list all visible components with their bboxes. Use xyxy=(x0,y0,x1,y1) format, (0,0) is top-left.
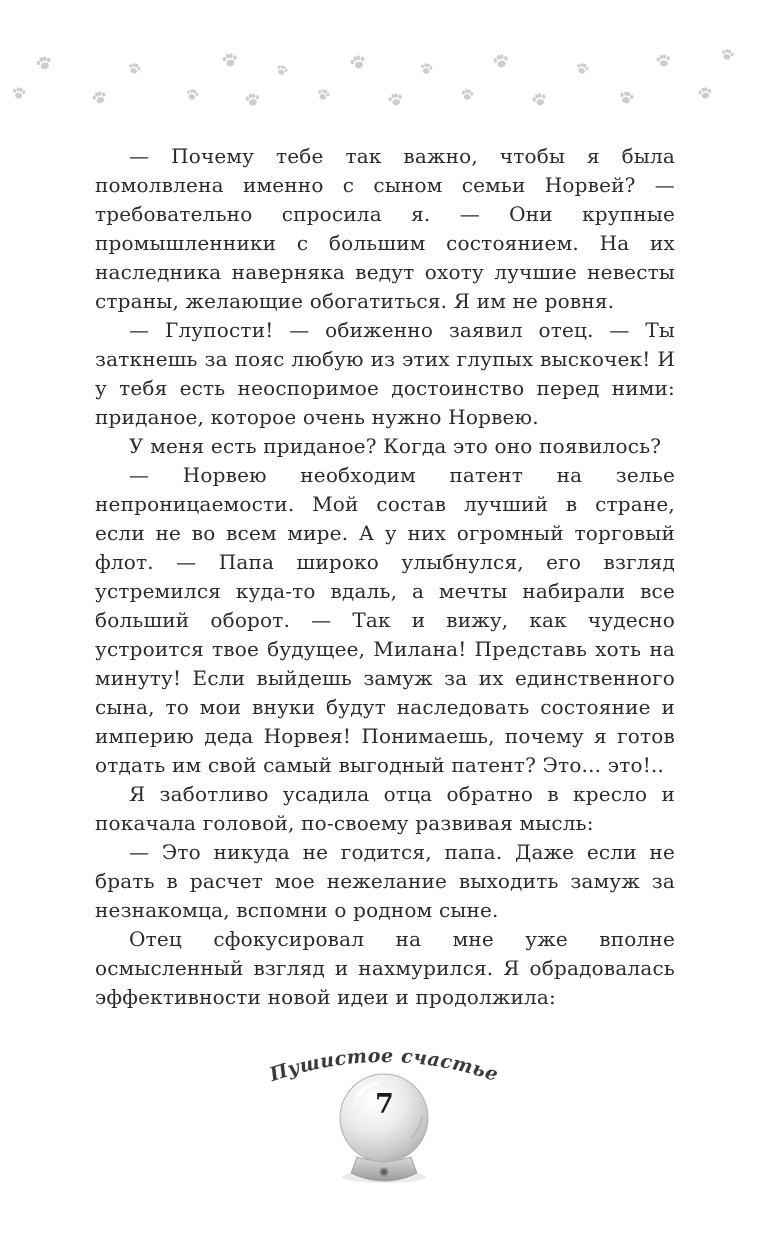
series-title: Пушистое счастье xyxy=(266,1044,502,1087)
paw-print-icon xyxy=(126,60,142,76)
paw-border xyxy=(0,0,768,125)
paw-print-icon xyxy=(460,87,475,102)
paw-print-icon xyxy=(185,87,201,103)
paw-print-icon xyxy=(492,52,511,71)
paragraph: — Глупости! — обиженно заявил отец. — Ты заткнешь за пояс любую из этих глупых выскочек! И у тебя есть неоспоримое достоинство перед ними: приданое, которое очень нужно Норвею. xyxy=(95,318,675,429)
paragraph: У меня есть приданое? Когда это оно появилось? xyxy=(129,434,662,458)
paw-print-icon xyxy=(655,52,672,69)
paragraph: — Это никуда не годится, папа. Даже если не брать в расчет мое нежелание выходить замуж за незнакомца, вспомни о родном сыне. xyxy=(95,840,675,922)
paragraph: — Почему тебе так важно, чтобы я была помолвлена именно с сыном семьи Норвей? — требовательно спросила я. — Они крупные промышленники с большим состоянием. На их наследника наверняка ведут охоту лучшие невесты страны, желающие обогатиться. Я им не ровня. xyxy=(95,144,675,313)
paragraph: — Норвею необходим патент на зелье непроницаемости. Мой состав лучший в стране, если не во всем мире. А у них огромный торговый флот. — Папа широко улыбнулся, его взгляд устремился куда-то вдаль, а мечты набирали все больший оборот. — Так и вижу, как чудесно устроится твое будущее, Милана! Представь хоть на минуту! Если выйдешь замуж за их единственного сына, то мои внуки будут наследовать состояние и империю деда Норвея! Понимаешь, почему я готов отдать им свой самый выгодный патент? Это... это!.. xyxy=(95,463,675,777)
paragraph: Отец сфокусировал на мне уже вполне осмысленный взгляд и нахмурился. Я обрадовалась эффективности новой идеи и продолжила: xyxy=(95,927,675,1009)
sparkle-icon xyxy=(380,1168,388,1176)
paw-print-icon xyxy=(419,61,434,76)
paw-print-icon xyxy=(244,91,261,108)
paw-print-icon xyxy=(221,51,239,69)
paw-print-icon xyxy=(90,88,109,107)
paw-print-icon xyxy=(720,47,736,63)
page-footer xyxy=(254,1033,514,1193)
paw-print-icon xyxy=(274,62,290,78)
paragraph: Я заботливо усадила отца обратно в кресло и покачала головой, по-своему развивая мысль: xyxy=(95,782,675,835)
page-text xyxy=(95,142,675,1012)
paw-print-icon xyxy=(697,85,713,101)
paw-print-icon xyxy=(530,90,549,109)
page-number: 7 xyxy=(375,1089,394,1120)
paw-print-icon xyxy=(11,85,27,101)
paw-print-icon xyxy=(618,89,636,107)
paw-print-icon xyxy=(315,86,331,102)
paw-print-icon xyxy=(34,53,54,73)
paw-print-icon xyxy=(574,60,591,77)
paw-print-icon xyxy=(348,52,368,72)
crystal-ball-icon xyxy=(254,1033,514,1193)
paw-print-icon xyxy=(386,90,404,108)
